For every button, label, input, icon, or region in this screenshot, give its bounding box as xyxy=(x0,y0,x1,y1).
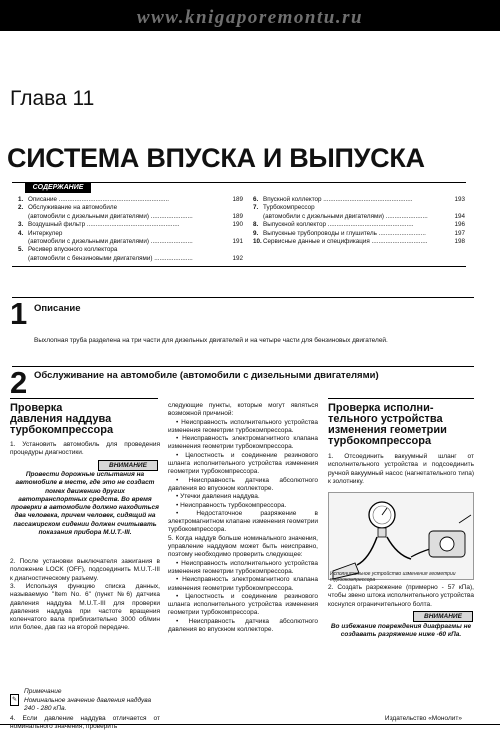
check-list xyxy=(168,560,318,635)
list-item: • Неисправность датчика абсолютного давления во впускном коллекторе. xyxy=(168,476,318,492)
contents-entry-page xyxy=(464,204,465,212)
vacuum-pump-illustration xyxy=(329,493,474,580)
contents-entry[interactable] xyxy=(18,196,243,204)
contents-entry-page: 189 xyxy=(232,212,243,220)
contents-entry-number: 5. xyxy=(18,246,24,254)
contents-entry[interactable] xyxy=(253,230,465,238)
footer-rule xyxy=(0,724,500,725)
contents-entry-page: 189 xyxy=(232,196,243,203)
contents-entry[interactable] xyxy=(253,213,465,221)
contents-entry[interactable] xyxy=(18,246,243,254)
contents-entry-text: Впускной коллектор ................................................... xyxy=(263,196,413,203)
col2-text xyxy=(168,402,318,634)
contents-entry[interactable] xyxy=(253,238,465,246)
contents-entry-number: 6. xyxy=(253,196,259,203)
publisher-footer: Издательство «Монолит» xyxy=(384,715,462,722)
contents-entry-page xyxy=(242,246,243,254)
contents-right-column xyxy=(253,196,465,246)
contents-entry-page xyxy=(242,230,243,238)
col1-heading-line: Проверка xyxy=(10,402,63,414)
col1-heading-line: турбокомпрессора xyxy=(10,424,114,436)
col1-step-2: 2. После установки выключателя зажигания в положение LOCK (OFF), подсоединить M.U.T.-III к диагностическому разъему. xyxy=(10,558,160,582)
contents-entry-page: 190 xyxy=(232,221,243,229)
contents-entry[interactable] xyxy=(253,196,465,204)
contents-entry-number: 2. xyxy=(18,204,24,212)
contents-entry[interactable] xyxy=(18,255,243,263)
contents-entry-number xyxy=(18,238,28,246)
contents-entry-number: 4. xyxy=(18,229,24,237)
contents-entry-number: 10. xyxy=(253,238,262,246)
col3-heading-line: изменения геометрии xyxy=(328,424,447,436)
site-url[interactable]: www.knigaporemontu.ru xyxy=(136,7,364,28)
contents-entry-page xyxy=(242,204,243,212)
note-icon: ✎ xyxy=(10,694,19,706)
contents-entry-number: 7. xyxy=(253,204,259,212)
contents-entry-text: Турбокомпрессор xyxy=(263,204,315,212)
contents-entry[interactable] xyxy=(18,230,243,238)
section-title: Описание xyxy=(34,303,81,314)
chapter-label: Глава 11 xyxy=(10,87,95,110)
col1-step-1: 1. Установить автомобиль для проведения процедуры диагностики. xyxy=(10,441,160,457)
contents-entry[interactable] xyxy=(253,221,465,229)
contents-entry-number xyxy=(253,213,263,221)
figure-caption: Исполнительное устройство изменения геометрии турбокомпрессора xyxy=(330,571,456,583)
heading-rule xyxy=(10,398,158,399)
col2-step-5: 5. Когда наддув больше номинального значения, управление наддувом может быть неисправно, поэтому необходимо проверить следующее: xyxy=(168,534,318,559)
contents-entry-page: 191 xyxy=(232,238,243,246)
contents-entry-text: Сервисные данные и спецификация ................................ xyxy=(263,238,428,246)
col2-intro: следующие пункты, которые могут являться возможной причиной: xyxy=(168,402,318,418)
warning-label: ВНИМАНИЕ xyxy=(413,611,473,622)
section-text: Выхлопная труба разделена на три части для дизельных двигателей и на четыре части для бензиновых двигателей. xyxy=(34,337,388,344)
section-number: 2 xyxy=(10,365,28,400)
list-item: • Утечки давления наддува. xyxy=(176,493,260,501)
contents-entry-text: (автомобили с дизельными двигателями) ........................ xyxy=(263,212,428,220)
contents-entry-number: 9. xyxy=(253,229,259,237)
contents-entry-page: 194 xyxy=(454,212,465,220)
actuator-figure xyxy=(328,492,474,580)
heading-rule xyxy=(328,398,474,399)
contents-entry[interactable] xyxy=(253,204,465,212)
contents-entry-page: 198 xyxy=(454,238,465,246)
note-text: Номинальное значение давления наддува 240 - 280 кПа. xyxy=(24,697,152,713)
list-item: • Неисправность исполнительного устройства изменения геометрии турбокомпрессора. xyxy=(168,418,318,434)
contents-entry-text: Обслуживание на автомобиле xyxy=(28,204,118,212)
contents-entry-page: 197 xyxy=(454,229,465,237)
list-item: • Целостность и соединение резинового шланга исполнительного устройства изменения геометрии турбокомпрессора. xyxy=(168,451,318,476)
contents-entry[interactable] xyxy=(18,213,243,221)
col1-heading xyxy=(10,403,160,436)
section-divider xyxy=(12,366,474,367)
col3-step-2: 2. Создать разрежение (примерно - 57 кПа), чтобы звено штока исполнительного устройства коснулся ограничительного болта. xyxy=(328,584,474,608)
contents-tab: СОДЕРЖАНИЕ xyxy=(25,182,91,193)
contents-entry-text: Интеркулер xyxy=(28,229,63,237)
col1-step-3: 3. Используя функцию списка данных, называемую "Item No. 6" (пункт №6) датчика давления наддува M.U.T.-III для проверки давления наддува при частоте вращения коленчатого вала приблизительно 3000 об/мин или более, дав газ на второй передаче. xyxy=(10,583,160,632)
contents-box xyxy=(12,182,466,267)
section-title: Обслуживание на автомобиле (автомобили с дизельными двигателями) xyxy=(34,370,379,381)
contents-entry[interactable] xyxy=(18,238,243,246)
contents-entry-text: (автомобили с дизельными двигателями) ........................ xyxy=(28,212,193,220)
col3-heading-line: турбокомпрессора xyxy=(328,435,432,447)
contents-entry-number: 3. xyxy=(18,221,24,229)
contents-entry-number xyxy=(18,255,28,263)
col3-step-1: 1. Отсоединить вакуумный шланг от исполнительного устройства и подсоединить ручной вакуумный насос (нагнетательного типа) к золотнику. xyxy=(328,453,474,485)
contents-entry-text: Выпускные трубопроводы и глушитель ........................... xyxy=(263,229,426,237)
list-item: • Целостность и соединение резинового шланга исполнительного устройства изменения геометрии турбокомпрессора. xyxy=(168,592,318,617)
list-item: • Неисправность электромагнитного клапана изменения геометрии турбокомпрессора. xyxy=(168,576,318,592)
col1-step-4: 4. Если давление наддува отличается от номинального значения, проверить xyxy=(10,715,160,731)
section-number: 1 xyxy=(10,296,28,331)
note-title: Примечание xyxy=(24,688,62,695)
cause-list xyxy=(168,419,318,535)
list-item: • Неисправность датчика абсолютного давления во впускном коллекторе. xyxy=(168,617,318,634)
contents-entry-text: (автомобили с бензиновыми двигателями) ...................... xyxy=(28,254,193,262)
warning-text: Во избежание повреждения диафрагмы не создавать разряжение ниже -60 кПа. xyxy=(330,623,472,639)
warning-label: ВНИМАНИЕ xyxy=(98,460,158,471)
contents-entry-text: Выпускной коллектор ................................................. xyxy=(263,221,414,229)
list-item: • Неисправность электромагнитного клапана изменения геометрии турбокомпрессора. xyxy=(168,435,318,451)
list-item: • Неисправность исполнительного устройства изменения геометрии турбокомпрессора. xyxy=(168,559,318,575)
contents-left-column xyxy=(18,196,243,263)
contents-entry-text: Описание ............................................................... xyxy=(28,196,169,203)
contents-entry-text: (автомобили с дизельными двигателями) ........................ xyxy=(28,238,193,246)
contents-entry-page: 196 xyxy=(454,221,465,229)
contents-entry-text: Ресивер впускного коллектора xyxy=(28,246,118,254)
contents-entry-number: 1. xyxy=(18,196,24,203)
col3-heading-line: тельного устройства xyxy=(328,413,443,425)
site-header xyxy=(0,0,500,31)
section-divider xyxy=(12,297,474,298)
col3-heading-line: Проверка исполни- xyxy=(328,402,434,414)
contents-entry[interactable] xyxy=(18,204,243,212)
warning-text: Провести дорожные испытания на автомобиле в месте, где это не создаст помех движению других автотранспортных средств. Во время проверки в автомобиле должно находиться два человека, причем человек, сидящий на пассажирском сидении должен считывать показания прибора M.U.T.-III. xyxy=(11,471,159,537)
contents-entry-page: 192 xyxy=(232,254,243,262)
chapter-title: СИСТЕМА ВПУСКА И ВЫПУСКА xyxy=(7,143,425,173)
contents-entry-page: 193 xyxy=(454,196,465,203)
contents-entry[interactable] xyxy=(18,221,243,229)
col1-heading-line: давления наддува xyxy=(10,413,112,425)
contents-entry-number: 8. xyxy=(253,221,259,229)
contents-entry-text: Воздушный фильтр ..................................................... xyxy=(28,221,180,229)
list-item: • Недостаточное разряжение в электромагнитном клапане изменения геометрии турбокомпрессора. xyxy=(168,509,318,534)
contents-entry-number xyxy=(18,213,28,221)
col3-heading xyxy=(328,403,476,447)
list-item: • Неисправность турбокомпрессора. xyxy=(176,501,287,509)
